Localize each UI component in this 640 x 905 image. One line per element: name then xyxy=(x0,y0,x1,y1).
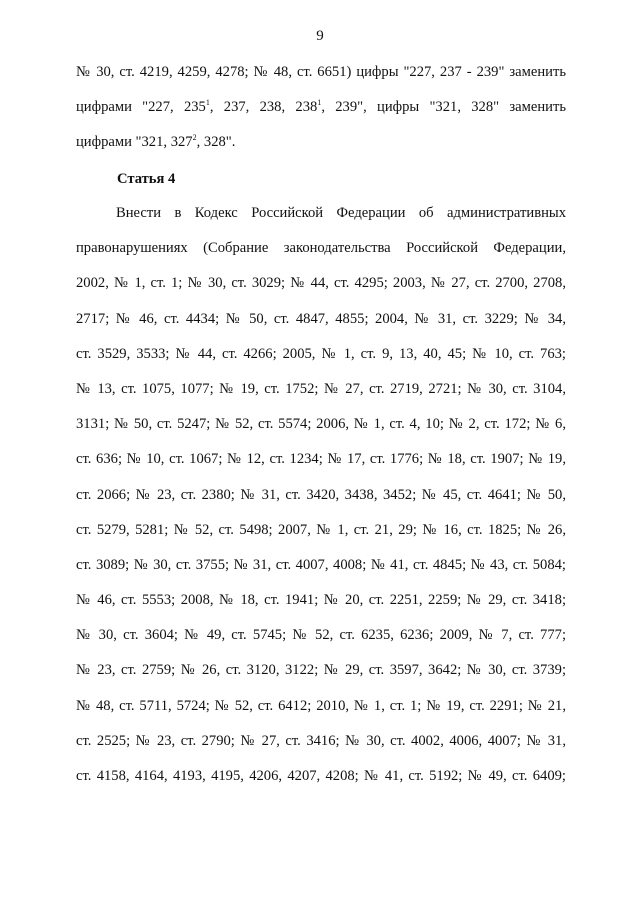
article-line: ст. 2066; № 23, ст. 2380; № 31, ст. 3420, 3438, 3452; № 45, ст. 4641; № 50, xyxy=(76,486,566,503)
page-number: 9 xyxy=(316,28,324,44)
line-text: , 237, 238, 238 xyxy=(209,99,318,116)
article-line: ст. 636; № 10, ст. 1067; № 12, ст. 1234; № 17, ст. 1776; № 18, ст. 1907; № 19, xyxy=(76,451,566,468)
article-line: ст. 3089; № 30, ст. 3755; № 31, ст. 4007, 4008; № 41, ст. 4845; № 43, ст. 5084; xyxy=(76,556,566,573)
article-line: ст. 4158, 4164, 4193, 4195, 4206, 4207, 4208; № 41, ст. 5192; № 49, ст. 6409; xyxy=(76,768,566,784)
article-line: 2717; № 46, ст. 4434; № 50, ст. 4847, 4855; 2004, № 31, ст. 3229; № 34, xyxy=(76,310,566,327)
article-line: № 48, ст. 5711, 5724; № 52, ст. 6412; 2010, № 1, ст. 1; № 19, ст. 2291; № 21, xyxy=(76,697,566,714)
superscript: 1 xyxy=(205,98,210,108)
article-line: № 46, ст. 5553; 2008, № 18, ст. 1941; № 20, ст. 2251, 2259; № 29, ст. 3418; xyxy=(76,592,566,609)
article-line: № 13, ст. 1075, 1077; № 19, ст. 1752; № 27, ст. 2719, 2721; № 30, ст. 3104, xyxy=(76,380,566,397)
article-body xyxy=(76,196,566,794)
line-text: цифрами "321, 327 xyxy=(76,134,193,151)
paragraph-line xyxy=(76,90,566,125)
paragraph-line: № 30, ст. 4219, 4259, 4278; № 48, ст. 6651) цифры "227, 237 - 239" заменить xyxy=(76,64,566,80)
superscript: 2 xyxy=(192,133,197,143)
article-heading: Статья 4 xyxy=(117,171,176,187)
line-text: , 239", цифры "321, 328" заменить xyxy=(321,99,566,116)
article-line: правонарушениях (Собрание законодательства Российской Федерации, xyxy=(76,240,566,257)
paragraph-line xyxy=(76,125,566,160)
article-line: № 30, ст. 3604; № 49, ст. 5745; № 52, ст. 6235, 6236; 2009, № 7, ст. 777; xyxy=(76,627,566,644)
line-text: цифрами "227, 235 xyxy=(76,99,206,116)
article-line: Внести в Кодекс Российской Федерации об административных xyxy=(116,205,566,221)
article-line: ст. 3529, 3533; № 44, ст. 4266; 2005, № 1, ст. 9, 13, 40, 45; № 10, ст. 763; xyxy=(76,345,566,362)
article-line: 2002, № 1, ст. 1; № 30, ст. 3029; № 44, ст. 4295; 2003, № 27, ст. 2700, 2708, xyxy=(76,275,566,292)
article-line: ст. 5279, 5281; № 52, ст. 5498; 2007, № 1, ст. 21, 29; № 16, ст. 1825; № 26, xyxy=(76,521,566,538)
article-line: ст. 2525; № 23, ст. 2790; № 27, ст. 3416; № 30, ст. 4002, 4006, 4007; № 31, xyxy=(76,732,566,749)
top-paragraph xyxy=(76,55,566,161)
article-line: № 23, ст. 2759; № 26, ст. 3120, 3122; № 29, ст. 3597, 3642; № 30, ст. 3739; xyxy=(76,662,566,679)
article-line: 3131; № 50, ст. 5247; № 52, ст. 5574; 2006, № 1, ст. 4, 10; № 2, ст. 172; № 6, xyxy=(76,416,566,433)
line-text: , 328". xyxy=(196,134,236,151)
superscript: 1 xyxy=(317,98,322,108)
